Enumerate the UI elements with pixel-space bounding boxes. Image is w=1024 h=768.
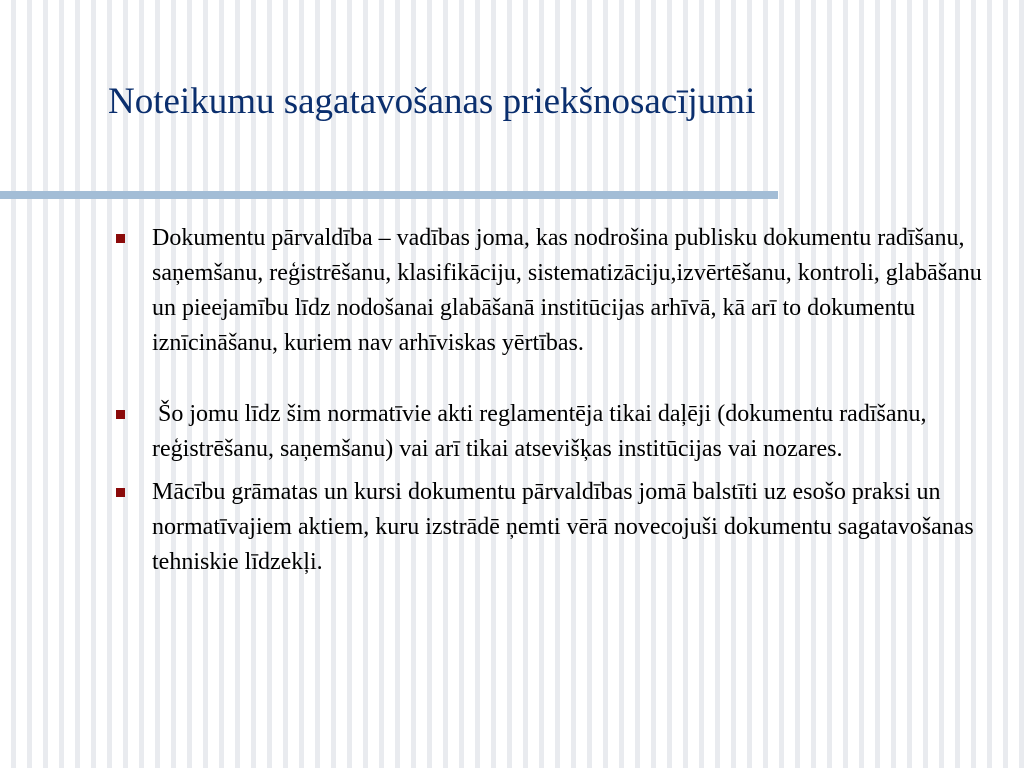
bullet-text: Dokumentu pārvaldība – vadības joma, kas nodrošina publisku dokumentu radīšanu, saņemšanu, reģistrēšanu, klasifikāciju, sistematizāciju,izvērtēšanu, kontroli, glabāšanu un pieejamību līdz nodošanai glabāšanā institūcijas arhīvā, kā arī to dokumentu iznīcināšanu, kuriem nav arhīviskas yērtības. xyxy=(152,225,982,356)
bullet-item xyxy=(112,397,1002,467)
square-bullet-icon xyxy=(116,488,125,497)
bullet-text: Mācību grāmatas un kursi dokumentu pārvaldības jomā balstīti uz esošo praksi un normatīvajiem aktiem, kuru izstrādē ņemti vērā novecojuši dokumentu sagatavošanas tehniskie līdzekļi. xyxy=(152,479,974,575)
title-divider xyxy=(0,191,778,199)
bullet-text: Šo jomu līdz šim normatīvie akti reglamentēja tikai daļēji (dokumentu radīšanu, reģistrēšanu, saņemšanu) vai arī tikai atsevišķas institūcijas vai nozares. xyxy=(152,401,933,462)
square-bullet-icon xyxy=(116,234,125,243)
bullet-list xyxy=(112,221,1002,580)
bullet-item xyxy=(112,221,1002,361)
slide-title: Noteikumu sagatavošanas priekšnosacījumi xyxy=(108,81,756,122)
square-bullet-icon xyxy=(116,410,125,419)
bullet-item xyxy=(112,475,1002,580)
